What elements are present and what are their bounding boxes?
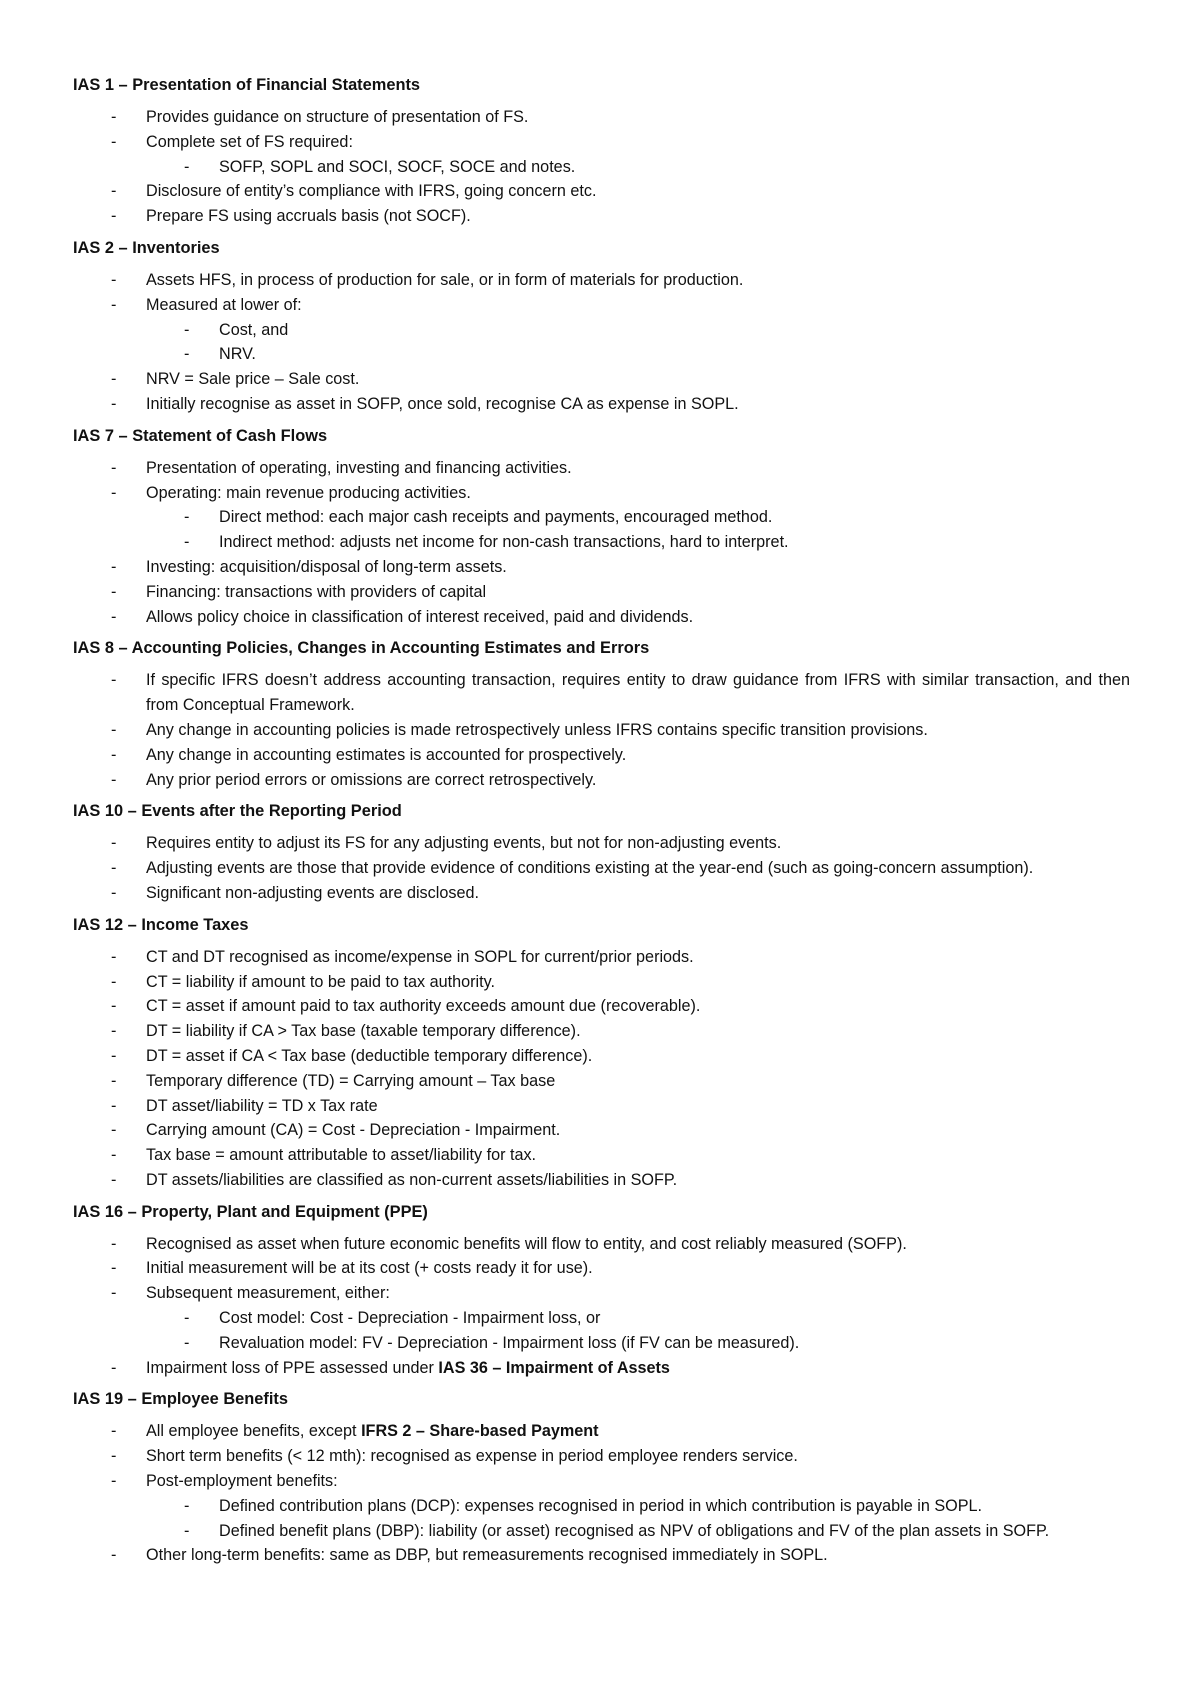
list-item-text: DT = asset if CA < Tax base (deductible temporary difference). [146, 1046, 593, 1065]
dash-bullet-icon: - [111, 834, 117, 853]
sub-list-item-text: Indirect method: adjusts net income for non-cash transactions, hard to interpret. [219, 533, 789, 552]
dash-bullet-icon: - [184, 508, 190, 527]
dash-bullet-icon: - [184, 1521, 190, 1540]
list-item [73, 367, 1130, 392]
section-heading: IAS 7 – Statement of Cash Flows [73, 426, 328, 445]
sub-list-item-text: SOFP, SOPL and SOCI, SOCF, SOCE and notes. [219, 157, 576, 176]
list-item-text: Significant non-adjusting events are disclosed. [146, 883, 479, 902]
section [73, 236, 1130, 417]
dash-bullet-icon: - [111, 1022, 117, 1041]
list-item-text: Short term benefits (< 12 mth): recognised as expense in period employee renders service. [146, 1447, 798, 1466]
list-item [73, 204, 1130, 229]
list-item [73, 268, 1130, 293]
section [73, 1387, 1130, 1568]
dash-bullet-icon: - [111, 607, 117, 626]
list-item [73, 580, 1130, 605]
bullet-list [73, 1232, 1130, 1381]
dash-bullet-icon: - [111, 370, 117, 389]
dash-bullet-icon: - [111, 1447, 117, 1466]
dash-bullet-icon: - [184, 533, 190, 552]
list-item [73, 1419, 1130, 1444]
list-item-text: NRV = Sale price – Sale cost. [146, 370, 360, 389]
dash-bullet-icon: - [111, 483, 117, 502]
list-item [73, 768, 1130, 793]
list-item [73, 456, 1130, 481]
dash-bullet-icon: - [111, 770, 117, 789]
section-heading: IAS 16 – Property, Plant and Equipment (PPE) [73, 1202, 428, 1221]
list-item-text: Financing: transactions with providers of capital [146, 582, 487, 601]
sub-bullet-list [146, 318, 1130, 368]
sub-list-item [73, 505, 1130, 530]
list-item-text: CT and DT recognised as income/expense in SOPL for current/prior periods. [146, 947, 694, 966]
list-item [73, 1281, 1130, 1355]
section [73, 913, 1130, 1193]
sub-list-item [73, 342, 1130, 367]
dash-bullet-icon: - [111, 1546, 117, 1565]
sub-list-item-text: Revaluation model: FV - Depreciation - Impairment loss (if FV can be measured). [219, 1333, 800, 1352]
list-item [73, 481, 1130, 555]
list-item-text: Tax base = amount attributable to asset/liability for tax. [146, 1146, 537, 1165]
list-item [73, 179, 1130, 204]
list-item-text: Allows policy choice in classification of interest received, paid and dividends. [146, 607, 694, 626]
sub-list-item [73, 318, 1130, 343]
list-item-text: DT assets/liabilities are classified as non-current assets/liabilities in SOFP. [146, 1170, 678, 1189]
dash-bullet-icon: - [111, 1071, 117, 1090]
list-item [73, 881, 1130, 906]
dash-bullet-icon: - [111, 108, 117, 126]
dash-bullet-icon: - [111, 557, 117, 576]
list-item [73, 105, 1130, 130]
list-item-text: Subsequent measurement, either: [146, 1284, 390, 1303]
dash-bullet-icon: - [111, 1422, 117, 1441]
dash-bullet-icon: - [111, 972, 117, 991]
bullet-list [73, 1419, 1130, 1568]
list-item-text: Carrying amount (CA) = Cost - Depreciation - Impairment. [146, 1121, 561, 1140]
dash-bullet-icon: - [111, 1472, 117, 1491]
dash-bullet-icon: - [111, 1121, 117, 1140]
dash-bullet-icon: - [111, 458, 117, 477]
bullet-list [73, 268, 1130, 417]
section-heading: IAS 10 – Events after the Reporting Period [73, 802, 402, 821]
dash-bullet-icon: - [111, 1234, 117, 1253]
section-heading: IAS 1 – Presentation of Financial Statements [73, 76, 421, 94]
dash-bullet-icon: - [111, 1146, 117, 1165]
sub-bullet-list [146, 155, 1130, 180]
list-item-text: Prepare FS using accruals basis (not SOCF). [146, 207, 471, 226]
list-item [73, 1069, 1130, 1094]
section [73, 799, 1130, 905]
list-item-text: Requires entity to adjust its FS for any adjusting events, but not for non-adjusting events. [146, 834, 782, 853]
list-item [73, 856, 1130, 881]
list-item [73, 718, 1130, 743]
list-item [73, 130, 1130, 180]
list-item-text: Post-employment benefits: [146, 1472, 338, 1491]
sub-list-item [73, 1494, 1130, 1519]
dash-bullet-icon: - [111, 745, 117, 764]
list-item-text: Adjusting events are those that provide evidence of conditions existing at the year-end (such as going-concern assumption). [146, 859, 1034, 878]
section-heading: IAS 12 – Income Taxes [73, 915, 249, 934]
dash-bullet-icon: - [111, 671, 117, 690]
sub-list-item-text: Cost model: Cost - Depreciation - Impairment loss, or [219, 1309, 601, 1328]
list-item [73, 1543, 1130, 1568]
list-item [73, 1044, 1130, 1069]
list-item [73, 668, 1130, 718]
sub-list-item [73, 1306, 1130, 1331]
section-heading: IAS 8 – Accounting Policies, Changes in Accounting Estimates and Errors [73, 639, 650, 658]
list-item [73, 743, 1130, 768]
dash-bullet-icon: - [111, 859, 117, 878]
list-item-text: CT = asset if amount paid to tax authority exceeds amount due (recoverable). [146, 997, 701, 1016]
section-heading: IAS 19 – Employee Benefits [73, 1390, 288, 1409]
section [73, 636, 1130, 792]
dash-bullet-icon: - [184, 1333, 190, 1352]
dash-bullet-icon: - [111, 1046, 117, 1065]
dash-bullet-icon: - [111, 132, 117, 151]
list-item [73, 1019, 1130, 1044]
list-item [73, 605, 1130, 630]
bullet-list [73, 945, 1130, 1193]
dash-bullet-icon: - [111, 582, 117, 601]
dash-bullet-icon: - [184, 157, 190, 176]
list-item-text: All employee benefits, except [146, 1422, 362, 1441]
dash-bullet-icon: - [111, 182, 117, 201]
list-item-text: Any prior period errors or omissions are correct retrospectively. [146, 770, 597, 789]
sub-list-item-text: Defined contribution plans (DCP): expenses recognised in period in which contribution is payable in SOPL. [219, 1496, 983, 1515]
bullet-list [73, 105, 1130, 229]
list-item-text: Any change in accounting policies is made retrospectively unless IFRS contains specific transition provisions. [146, 720, 928, 739]
list-item-text: Recognised as asset when future economic benefits will flow to entity, and cost reliably measured (SOFP). [146, 1234, 907, 1253]
list-item-bold-reference: IFRS 2 – Share-based Payment [361, 1422, 599, 1441]
sub-list-item-text: Cost, and [219, 320, 289, 339]
list-item-text: Operating: main revenue producing activities. [146, 483, 471, 502]
bullet-list [73, 831, 1130, 905]
list-item-text: DT asset/liability = TD x Tax rate [146, 1096, 378, 1115]
list-item-text: Assets HFS, in process of production for sale, or in form of materials for production. [146, 270, 744, 289]
section [73, 1200, 1130, 1381]
dash-bullet-icon: - [111, 270, 117, 289]
list-item-text: DT = liability if CA > Tax base (taxable temporary difference). [146, 1022, 581, 1041]
list-item-text: Provides guidance on structure of presentation of FS. [146, 108, 529, 126]
bullet-list [73, 456, 1130, 630]
list-item [73, 1356, 1130, 1381]
list-item [73, 970, 1130, 995]
list-item-text: Other long-term benefits: same as DBP, but remeasurements recognised immediately in SOPL. [146, 1546, 828, 1565]
list-item-text: Initially recognise as asset in SOFP, once sold, recognise CA as expense in SOPL. [146, 394, 739, 413]
section [73, 424, 1130, 630]
list-item-text: Temporary difference (TD) = Carrying amount – Tax base [146, 1071, 556, 1090]
dash-bullet-icon: - [111, 947, 117, 966]
dash-bullet-icon: - [184, 345, 190, 364]
dash-bullet-icon: - [111, 1170, 117, 1189]
list-item [73, 1256, 1130, 1281]
dash-bullet-icon: - [111, 720, 117, 739]
dash-bullet-icon: - [111, 1358, 117, 1377]
list-item [73, 831, 1130, 856]
dash-bullet-icon: - [111, 997, 117, 1016]
list-item-text: Presentation of operating, investing and financing activities. [146, 458, 572, 477]
list-item-text: Complete set of FS required: [146, 132, 353, 151]
list-item [73, 1469, 1130, 1543]
list-item-text: Measured at lower of: [146, 295, 302, 314]
list-item-text: If specific IFRS doesn’t address accounting transaction, requires entity to draw guidance from IFRS with similar transaction, and then from Conceptual Framework. [146, 671, 1130, 715]
dash-bullet-icon: - [111, 394, 117, 413]
list-item [73, 555, 1130, 580]
list-item-text: Initial measurement will be at its cost (+ costs ready it for use). [146, 1259, 593, 1278]
sub-list-item [73, 1331, 1130, 1356]
dash-bullet-icon: - [111, 883, 117, 902]
section [73, 73, 1130, 229]
sub-bullet-list [146, 1494, 1130, 1544]
dash-bullet-icon: - [184, 320, 190, 339]
list-item [73, 1168, 1130, 1193]
dash-bullet-icon: - [111, 295, 117, 314]
list-item-text: Disclosure of entity’s compliance with IFRS, going concern etc. [146, 182, 597, 201]
dash-bullet-icon: - [111, 207, 117, 226]
dash-bullet-icon: - [111, 1284, 117, 1303]
list-item-text: Impairment loss of PPE assessed under [146, 1358, 439, 1377]
sub-bullet-list [146, 1306, 1130, 1356]
list-item [73, 293, 1130, 367]
list-item [73, 994, 1130, 1019]
list-item-text: Any change in accounting estimates is accounted for prospectively. [146, 745, 627, 764]
sub-list-item-text: NRV. [219, 345, 256, 364]
list-item [73, 392, 1130, 417]
sub-list-item [73, 155, 1130, 180]
dash-bullet-icon: - [111, 1259, 117, 1278]
dash-bullet-icon: - [184, 1496, 190, 1515]
list-item [73, 945, 1130, 970]
dash-bullet-icon: - [111, 1096, 117, 1115]
bullet-list [73, 668, 1130, 792]
sub-list-item-text: Defined benefit plans (DBP): liability (or asset) recognised as NPV of obligations and FV of the plan assets in SOFP. [219, 1521, 1050, 1540]
sub-list-item [73, 530, 1130, 555]
list-item [73, 1118, 1130, 1143]
sub-list-item-text: Direct method: each major cash receipts and payments, encouraged method. [219, 508, 773, 527]
list-item-bold-reference: IAS 36 – Impairment of Assets [438, 1358, 670, 1377]
section-heading: IAS 2 – Inventories [73, 238, 220, 257]
list-item [73, 1444, 1130, 1469]
list-item-text: Investing: acquisition/disposal of long-term assets. [146, 557, 507, 576]
list-item [73, 1143, 1130, 1168]
list-item [73, 1094, 1130, 1119]
dash-bullet-icon: - [184, 1309, 190, 1328]
sub-bullet-list [146, 505, 1130, 555]
list-item [73, 1232, 1130, 1257]
list-item-text: CT = liability if amount to be paid to tax authority. [146, 972, 495, 991]
sub-list-item [73, 1519, 1130, 1544]
